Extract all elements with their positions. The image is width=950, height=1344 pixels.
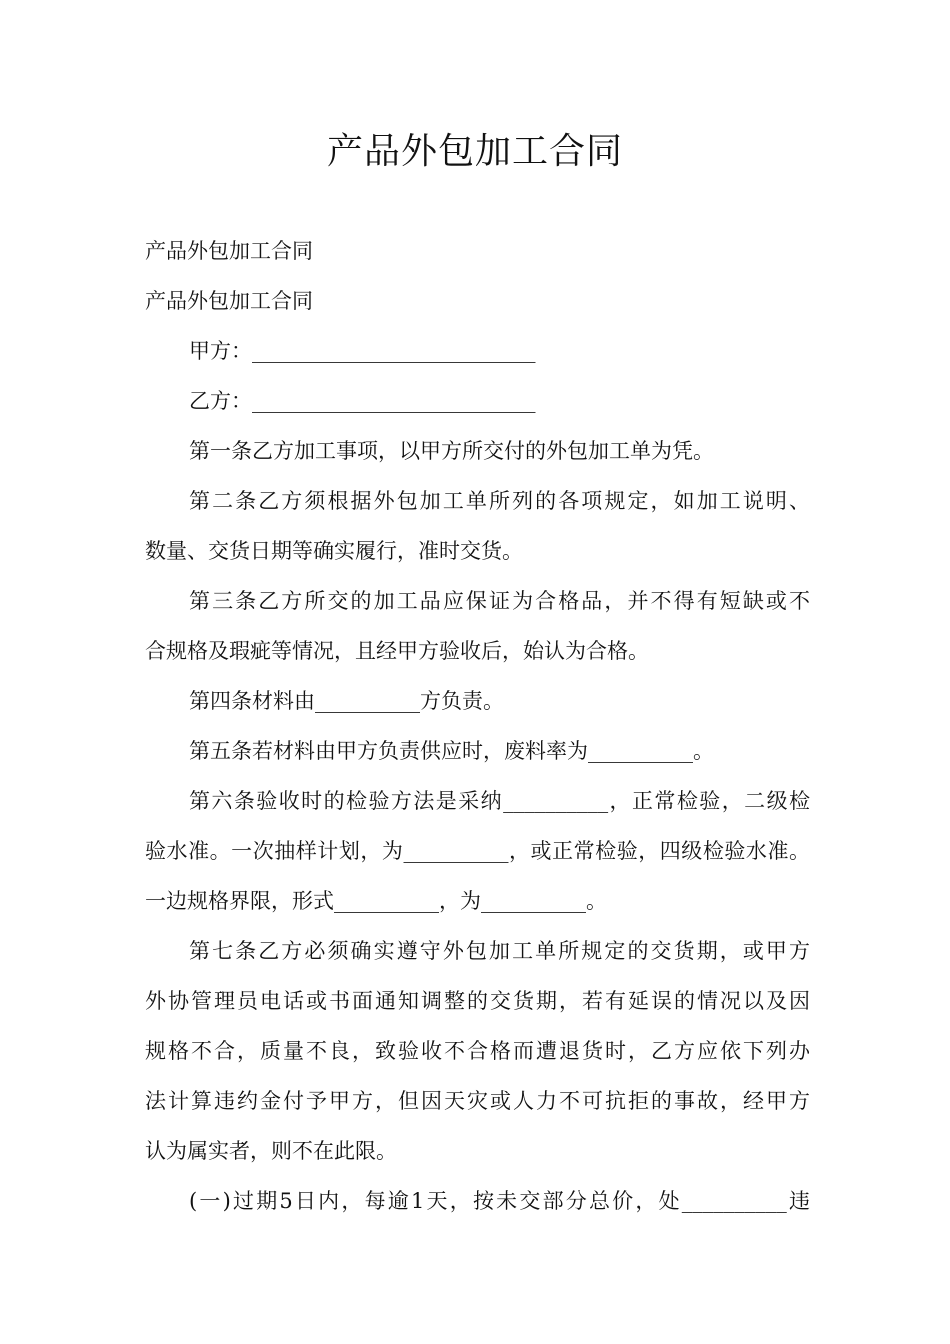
article-2-line-2: 数量、交货日期等确实履行，准时交货。	[145, 539, 523, 563]
article-7-line-3: 规格不合，质量不良，致验收不合格而遭退货时，乙方应依下列办	[145, 1039, 810, 1063]
article-6-line-1: 第六条验收时的检验方法是采纳__________，正常检验，二级检	[189, 789, 810, 813]
article-7-line-2: 外协管理员电话或书面通知调整的交货期，若有延误的情况以及因	[145, 989, 810, 1013]
article-1: 第一条乙方加工事项，以甲方所交付的外包加工单为凭。	[189, 439, 714, 463]
article-7-line-5: 认为属实者，则不在此限。	[145, 1139, 397, 1163]
party-b-line: 乙方：___________________________	[189, 389, 536, 413]
article-6-line-3: 一边规格界限，形式__________，为__________。	[145, 889, 607, 913]
article-2-line-1: 第二条乙方须根据外包加工单所列的各项规定，如加工说明、	[189, 489, 810, 513]
article-4: 第四条材料由__________方负责。	[189, 689, 504, 713]
article-7-line-4: 法计算违约金付予甲方，但因天灾或人力不可抗拒的事故，经甲方	[145, 1089, 810, 1113]
article-3-line-1: 第三条乙方所交的加工品应保证为合格品，并不得有短缺或不	[189, 589, 810, 613]
subtitle-line: 产品外包加工合同	[145, 239, 313, 263]
party-a-line: 甲方：___________________________	[189, 339, 536, 363]
article-7-clause-1: (一)过期5日内，每逾1天，按未交部分总价，处__________违	[189, 1189, 810, 1213]
article-3-line-2: 合规格及瑕疵等情况，且经甲方验收后，始认为合格。	[145, 639, 649, 663]
article-6-line-2: 验水准。一次抽样计划，为__________，或正常检验，四级检验水准。	[145, 839, 810, 863]
article-7-line-1: 第七条乙方必须确实遵守外包加工单所规定的交货期，或甲方	[189, 939, 810, 963]
subtitle-line: 产品外包加工合同	[145, 289, 313, 313]
document-body	[145, 226, 810, 1226]
document-title: 产品外包加工合同	[326, 131, 623, 172]
article-5: 第五条若材料由甲方负责供应时，废料率为__________。	[189, 739, 714, 763]
